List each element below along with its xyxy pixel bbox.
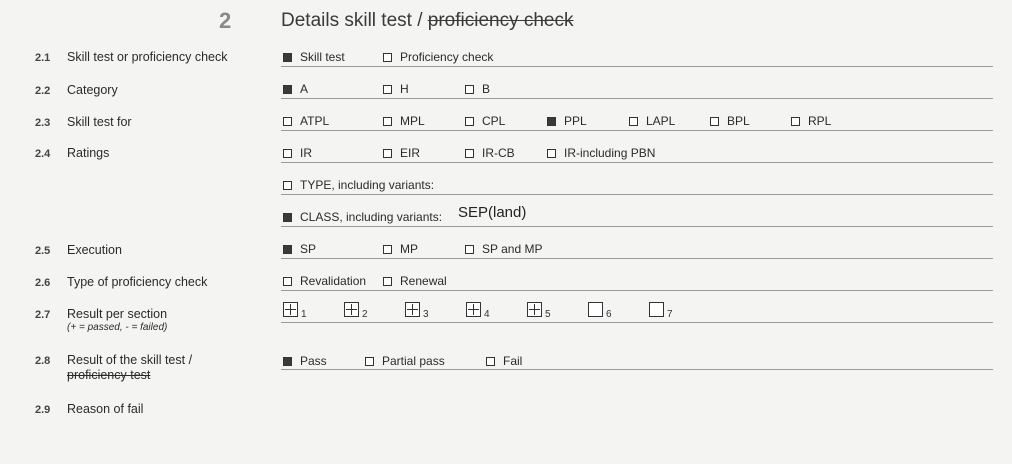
option-renewal[interactable]: Renewal [383,274,447,288]
checkbox-empty-icon[interactable] [465,149,474,158]
field-line-2-5 [281,258,993,259]
section-title-main: Details skill test / [281,10,428,31]
result-section-2[interactable]: 2 [344,302,368,317]
section-title [281,10,574,32]
row-number-2-7: 2.7 [35,309,51,321]
row-label-result-per-section [67,307,167,333]
checkbox-empty-icon[interactable] [283,149,292,158]
row-number-2-9: 2.9 [35,404,51,416]
option-type-including-variants[interactable]: TYPE, including variants: [283,178,434,192]
option-revalidation[interactable]: Revalidation [283,274,366,288]
checkbox-empty-icon[interactable] [465,117,474,126]
option-category-h[interactable]: H [383,82,409,96]
option-ir-including-pbn[interactable]: IR-including PBN [547,146,655,160]
checkbox-checked-icon[interactable] [283,245,292,254]
checkbox-empty-icon[interactable] [383,245,392,254]
option-pass[interactable]: Pass [283,354,327,368]
option-lapl[interactable]: LAPL [629,114,675,128]
empty-box-icon[interactable] [649,302,664,317]
section-title-struck: proficiency check [427,10,574,31]
row-number-2-5: 2.5 [35,245,51,257]
option-bpl[interactable]: BPL [710,114,750,128]
option-mpl[interactable]: MPL [383,114,425,128]
checkbox-empty-icon[interactable] [710,117,719,126]
option-skill-test[interactable]: Skill test [283,50,345,64]
option-class-including-variants[interactable]: CLASS, including variants: [283,210,442,224]
option-eir[interactable]: EIR [383,146,420,160]
row-label-type-of-proficiency-check: Type of proficiency check [67,275,208,289]
option-cpl[interactable]: CPL [465,114,505,128]
option-ppl[interactable]: PPL [547,114,587,128]
option-mp[interactable]: MP [383,242,418,256]
checkbox-empty-icon[interactable] [283,277,292,286]
class-variant-entry[interactable]: SEP(land) [458,204,527,221]
result-section-3[interactable]: 3 [405,302,429,317]
option-category-a[interactable]: A [283,82,308,96]
row-label-execution: Execution [67,243,122,257]
row-label-reason-of-fail: Reason of fail [67,402,144,416]
checkbox-checked-icon[interactable] [283,213,292,222]
plus-box-icon[interactable] [527,302,542,317]
option-fail[interactable]: Fail [486,354,522,368]
option-sp[interactable]: SP [283,242,316,256]
result-per-section-legend: (+ = passed, - = failed) [67,322,168,333]
row-label-ratings: Ratings [67,146,110,160]
checkbox-empty-icon[interactable] [365,357,374,366]
option-category-b[interactable]: B [465,82,490,96]
empty-box-icon[interactable] [588,302,603,317]
field-line-2-4a [281,162,993,163]
option-proficiency-check[interactable]: Proficiency check [383,50,493,64]
result-of-proficiency-test-struck: proficiency test [67,368,151,382]
result-section-4[interactable]: 4 [466,302,490,317]
checkbox-empty-icon[interactable] [383,85,392,94]
checkbox-empty-icon[interactable] [465,85,474,94]
result-per-section-label: Result per section [67,307,168,321]
row-number-2-8: 2.8 [35,355,51,367]
field-line-2-8 [281,369,993,370]
checkbox-checked-icon[interactable] [283,85,292,94]
option-atpl[interactable]: ATPL [283,114,329,128]
checkbox-checked-icon[interactable] [547,117,556,126]
checkbox-empty-icon[interactable] [547,149,556,158]
field-line-2-3 [281,130,993,131]
row-label-skill-test-for: Skill test for [67,115,132,129]
result-section-5[interactable]: 5 [527,302,551,317]
field-line-2-4b [281,194,993,195]
row-label-skill-test-or-proficiency: Skill test or proficiency check [67,50,228,64]
row-number-2-4: 2.4 [35,148,51,160]
plus-box-icon[interactable] [344,302,359,317]
result-section-7[interactable]: 7 [649,302,673,317]
option-ir-cb[interactable]: IR-CB [465,146,515,160]
field-line-2-2 [281,98,993,99]
checkbox-checked-icon[interactable] [283,53,292,62]
result-section-1[interactable]: 1 [283,302,307,317]
row-label-result-of-skill-test [67,353,192,382]
checkbox-empty-icon[interactable] [383,53,392,62]
plus-box-icon[interactable] [405,302,420,317]
option-sp-and-mp[interactable]: SP and MP [465,242,542,256]
section-number: 2 [219,8,232,33]
option-ir[interactable]: IR [283,146,312,160]
row-number-2-6: 2.6 [35,277,51,289]
result-of-skill-test-label: Result of the skill test / [67,353,193,367]
field-line-2-6 [281,290,993,291]
row-label-category: Category [67,83,118,97]
option-partial-pass[interactable]: Partial pass [365,354,445,368]
checkbox-empty-icon[interactable] [791,117,800,126]
row-number-2-3: 2.3 [35,117,51,129]
checkbox-empty-icon[interactable] [283,181,292,190]
row-number-2-2: 2.2 [35,85,51,97]
checkbox-checked-icon[interactable] [283,357,292,366]
field-line-2-1 [281,66,993,67]
checkbox-empty-icon[interactable] [629,117,638,126]
row-number-2-1: 2.1 [35,52,51,64]
checkbox-empty-icon[interactable] [383,117,392,126]
field-line-2-7 [281,322,993,323]
checkbox-empty-icon[interactable] [486,357,495,366]
option-rpl[interactable]: RPL [791,114,831,128]
plus-box-icon[interactable] [283,302,298,317]
checkbox-empty-icon[interactable] [283,117,292,126]
result-section-6[interactable]: 6 [588,302,612,317]
checkbox-empty-icon[interactable] [465,245,474,254]
plus-box-icon[interactable] [466,302,481,317]
checkbox-empty-icon[interactable] [383,277,392,286]
checkbox-empty-icon[interactable] [383,149,392,158]
field-line-2-4c [281,226,993,227]
